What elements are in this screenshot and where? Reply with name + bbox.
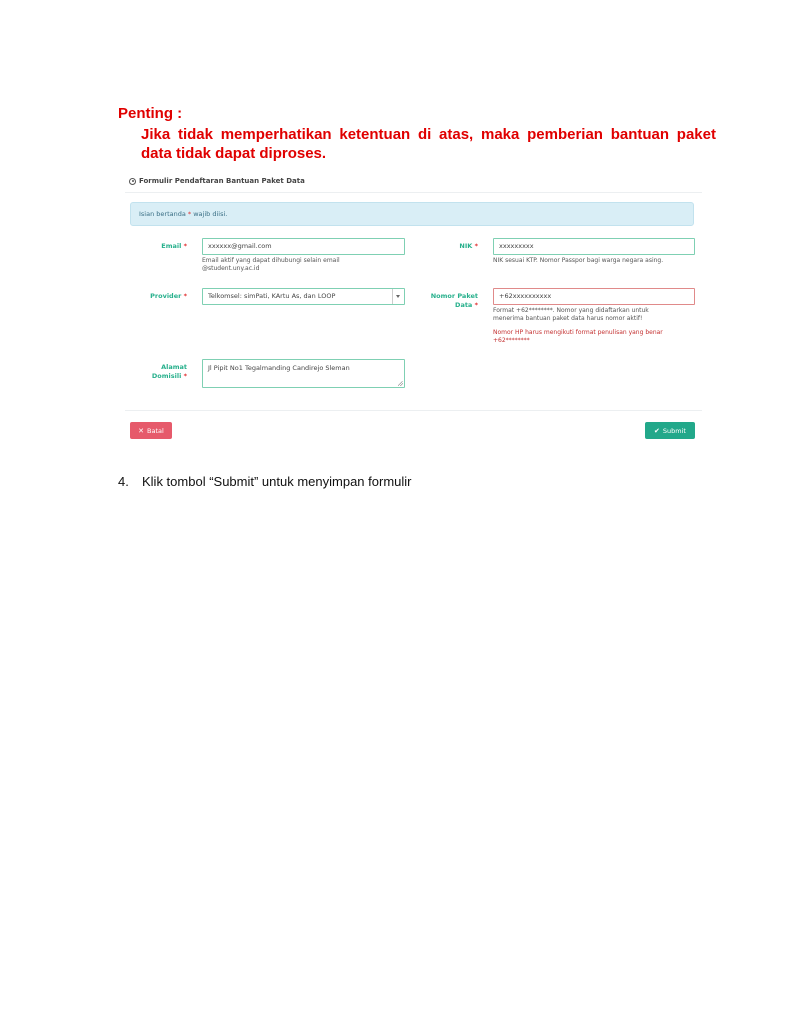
nik-field[interactable]: xxxxxxxxx [493, 238, 695, 255]
cancel-button[interactable]: ✕ Batal [130, 422, 172, 439]
provider-selected-value: Telkomsel: simPati, KArtu As, dan LOOP [208, 292, 336, 300]
important-notice [118, 105, 716, 163]
footer-divider [125, 410, 702, 411]
phone-number-field[interactable]: +62xxxxxxxxxx [493, 288, 695, 305]
alamat-label: Alamat Domisili * [151, 363, 187, 380]
close-icon: ✕ [138, 426, 145, 435]
phone-number-error: Nomor HP harus mengikuti format penulisan yang benar +62******** [493, 329, 663, 344]
email-field[interactable]: xxxxxx@gmail.com [202, 238, 405, 255]
phone-number-help: Format +62********. Nomor yang didaftarkan untuk menerima bantuan paket data harus nomor aktif! [493, 307, 649, 322]
nik-help: NIK sesuai KTP. Nomor Passpor bagi warga negara asing. [493, 257, 664, 264]
step-text: Klik tombol “Submit” untuk menyimpan formulir [142, 474, 412, 489]
required-fields-alert: Isian bertanda * wajib diisi. [130, 202, 694, 226]
notice-title: Penting : [118, 105, 183, 122]
form-header [129, 177, 305, 185]
form-title: Formulir Pendaftaran Bantuan Paket Data [139, 177, 305, 185]
submit-button[interactable]: ✔ Submit [645, 422, 695, 439]
registration-form-screenshot [125, 172, 702, 448]
email-label: Email * [161, 242, 187, 250]
step-number: 4. [118, 474, 129, 489]
check-icon: ✔ [654, 426, 660, 435]
chevron-down-icon[interactable] [392, 289, 404, 304]
nomor-paket-label: Nomor Paket Data * [430, 292, 478, 309]
resize-handle-icon[interactable] [398, 381, 403, 386]
email-help: Email aktif yang dapat dihubungi selain email @student.uny.ac.id [202, 257, 340, 272]
provider-select[interactable] [202, 288, 405, 305]
provider-label: Provider * [150, 292, 187, 300]
notice-body: Jika tidak memperhatikan ketentuan di atas, maka pemberian bantuan paket data tidak dapat diproses. [141, 126, 716, 162]
instruction-step [118, 474, 411, 489]
address-textarea[interactable]: Jl Pipit No1 Tegalmanding Candirejo Sleman [202, 359, 405, 388]
user-circle-icon [129, 178, 136, 185]
nik-label: NIK * [459, 242, 478, 250]
header-divider [125, 192, 702, 193]
